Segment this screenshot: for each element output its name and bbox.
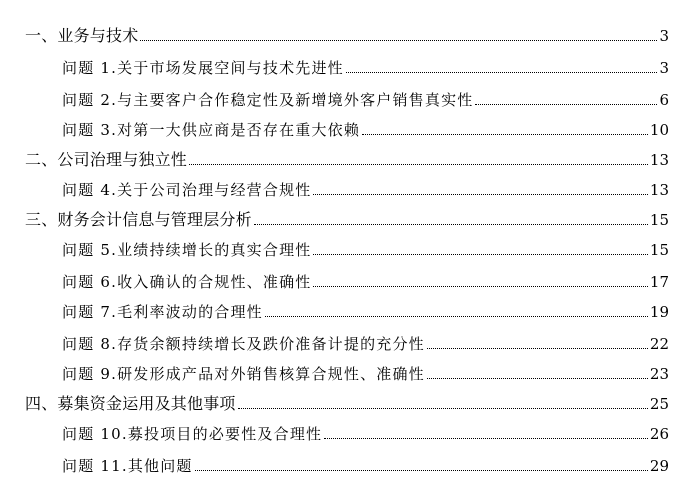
toc-page-number: 26 — [649, 425, 669, 443]
toc-entry-label: 问题 11.其他问题 — [62, 457, 193, 475]
toc-page-number: 15 — [649, 241, 669, 259]
toc-entry-label: 问题 10.募投项目的必要性及合理性 — [62, 425, 323, 443]
dot-leader — [427, 347, 648, 349]
toc-entry[interactable] — [62, 172, 669, 200]
toc-page-number: 19 — [649, 303, 669, 321]
dot-leader — [427, 377, 648, 379]
toc-entry[interactable] — [62, 448, 669, 476]
toc-entry[interactable] — [62, 82, 669, 110]
toc-page-number: 6 — [659, 91, 669, 109]
toc-page-number: 17 — [649, 273, 669, 291]
toc-entry-label: 问题 7.毛利率波动的合理性 — [62, 303, 263, 321]
toc-entry-label: 问题 4.关于公司治理与经营合规性 — [62, 181, 312, 199]
dot-leader — [346, 71, 658, 73]
toc-entry-label: 三、财务会计信息与管理层分析 — [25, 210, 252, 229]
toc-entry-label: 问题 9.研发形成产品对外销售核算合规性、准确性 — [62, 365, 425, 383]
toc-entry-label: 问题 5.业绩持续增长的真实合理性 — [62, 241, 312, 259]
toc-entry-label: 四、募集资金运用及其他事项 — [25, 394, 236, 413]
toc-entry[interactable] — [25, 202, 669, 230]
toc-entry[interactable] — [62, 264, 669, 292]
toc-page-number: 3 — [659, 27, 669, 45]
dot-leader — [265, 315, 648, 317]
dot-leader — [362, 133, 648, 135]
toc-entry-label: 问题 1.关于市场发展空间与技术先进性 — [62, 59, 344, 77]
toc-page-number: 10 — [649, 121, 669, 139]
toc-page-number: 23 — [649, 365, 669, 383]
dot-leader — [195, 469, 648, 471]
toc-entry[interactable] — [62, 294, 669, 322]
toc-entry[interactable] — [25, 386, 669, 414]
toc-entry[interactable] — [25, 18, 669, 46]
toc-page-number: 15 — [649, 211, 669, 229]
toc-entry[interactable] — [62, 232, 669, 260]
toc-page-number: 22 — [649, 335, 669, 353]
toc-entry-label: 一、业务与技术 — [25, 26, 139, 45]
toc-entry-label: 二、公司治理与独立性 — [25, 150, 188, 169]
toc-page-number: 25 — [649, 395, 669, 413]
toc-entry[interactable] — [62, 112, 669, 140]
toc-page-number: 3 — [659, 59, 669, 77]
toc-entry[interactable] — [62, 356, 669, 384]
dot-leader — [189, 163, 648, 165]
dot-leader — [324, 437, 648, 439]
toc-entry-label: 问题 3.对第一大供应商是否存在重大依赖 — [62, 121, 361, 139]
toc-page-number: 13 — [649, 151, 669, 169]
toc-entry[interactable] — [25, 142, 669, 170]
dot-leader — [313, 193, 647, 195]
toc-entry[interactable] — [62, 50, 669, 78]
dot-leader — [313, 285, 647, 287]
dot-leader — [313, 253, 647, 255]
toc-entry[interactable] — [62, 416, 669, 444]
toc-page-number: 29 — [649, 457, 669, 475]
dot-leader — [254, 223, 648, 225]
toc-entry-label: 问题 6.收入确认的合规性、准确性 — [62, 273, 312, 291]
dot-leader — [238, 407, 648, 409]
dot-leader — [475, 103, 657, 105]
toc-entry-label: 问题 2.与主要客户合作稳定性及新增境外客户销售真实性 — [62, 91, 474, 109]
toc-page-number: 13 — [649, 181, 669, 199]
toc-entry-label: 问题 8.存货余额持续增长及跌价准备计提的充分性 — [62, 335, 425, 353]
toc-entry[interactable] — [62, 326, 669, 354]
dot-leader — [140, 39, 657, 41]
